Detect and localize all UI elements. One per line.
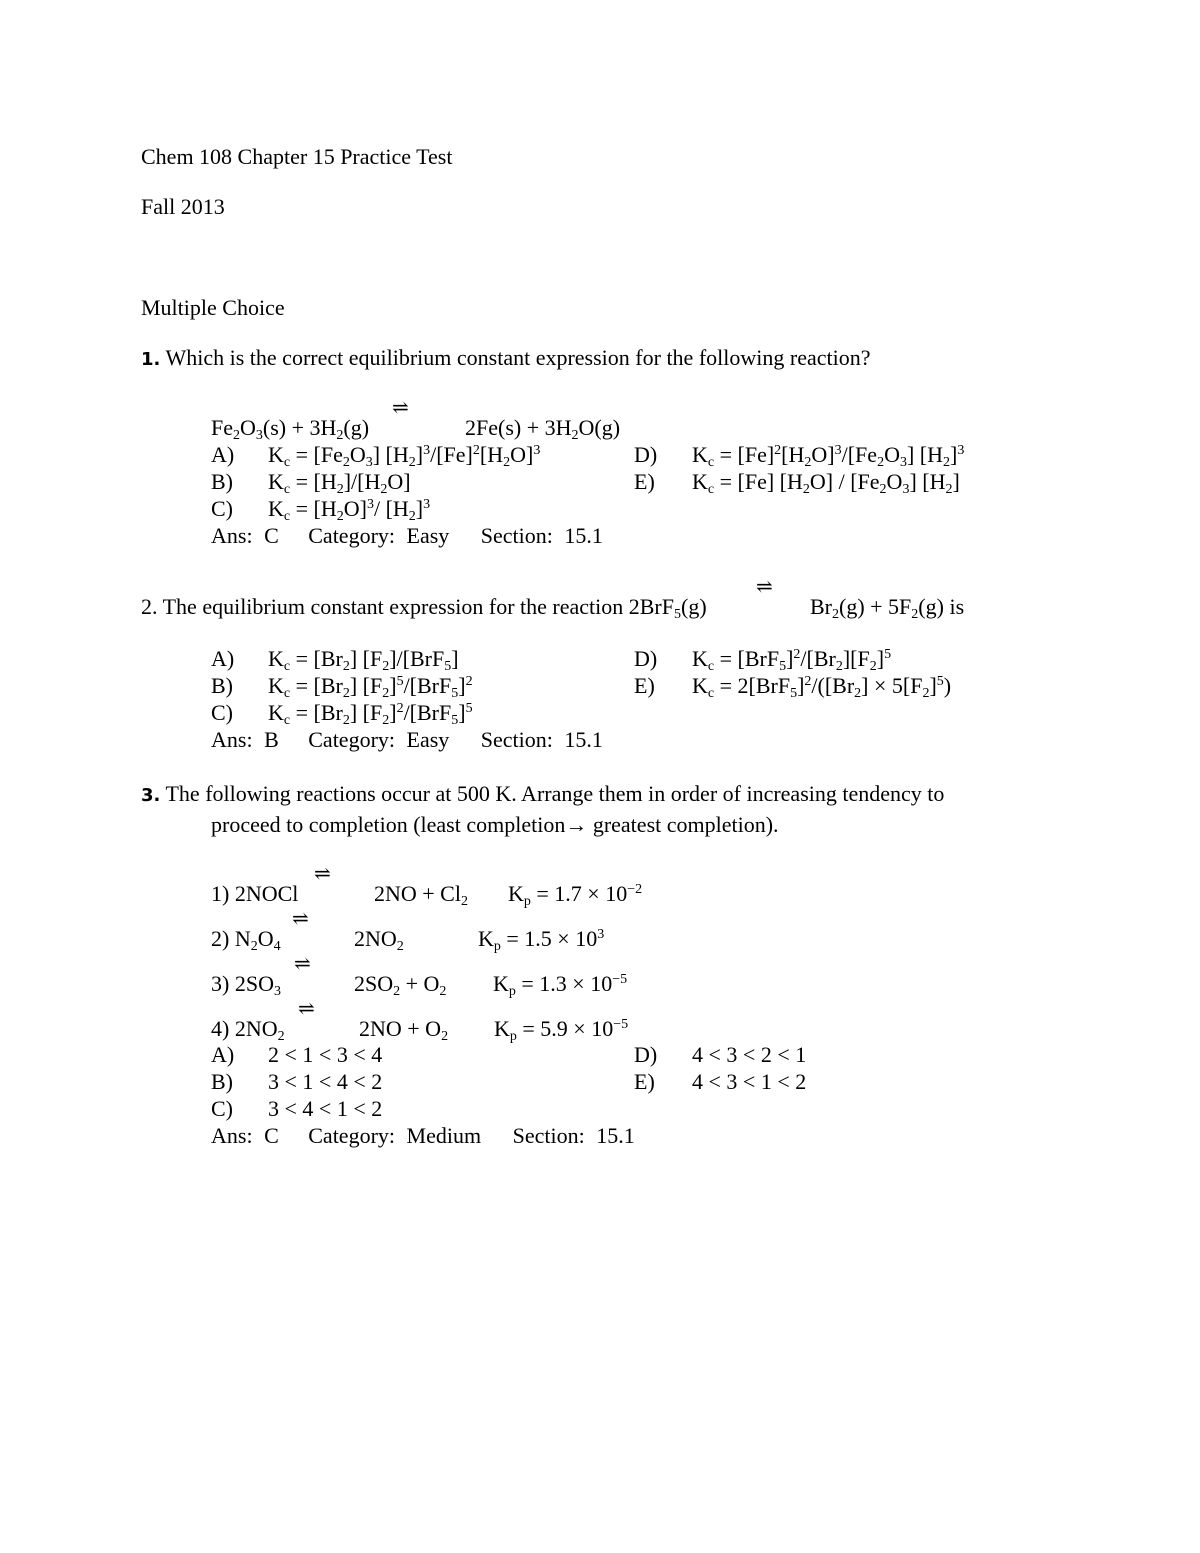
choice-c-text: 3 < 4 < 1 < 2 xyxy=(268,1096,383,1121)
equilibrium-arrow-icon: ⇌ xyxy=(292,908,307,930)
ans-value: B xyxy=(264,727,279,752)
category-label: Category: xyxy=(308,1123,396,1148)
reaction-1-kp: $K_p = 1.7 \times 10^{-2}$ xyxy=(508,881,643,909)
ans-value: C xyxy=(264,523,279,548)
category-label: Category: xyxy=(308,523,396,548)
section-value: 15.1 xyxy=(564,727,603,752)
question-number: 1. xyxy=(141,349,161,370)
question-text: The following reactions occur at 500 K. Arrange them in order of increasing tendency to xyxy=(165,781,945,806)
ans-label: Ans: xyxy=(211,523,253,548)
choice-b-text: $K_c = [Br_2]$ $[F_2]^5/[BrF_5]^2$ xyxy=(268,673,473,701)
answer-line xyxy=(211,726,603,753)
question-1-prompt xyxy=(141,344,870,373)
choice-a-text: $K_c = [Fe_2O_3]$ $[H_2]^3/[Fe]^2[H_2O]^3$ xyxy=(268,442,541,470)
choice-a-label: A) xyxy=(211,646,235,671)
term-label: Fall 2013 xyxy=(141,194,225,219)
choice-d-text: $K_c = [BrF_5]^2/[Br_2][F_2]^5$ xyxy=(692,646,892,674)
reaction-number: 3) xyxy=(211,971,230,996)
choice-b-label: B) xyxy=(211,1069,233,1094)
choice-d-label: D) xyxy=(634,442,658,467)
choice-c-text: $K_c = [Br_2]$ $[F_2]^2/[BrF_5]^5$ xyxy=(268,700,473,728)
section-label: Section: xyxy=(480,523,553,548)
question-3-prompt xyxy=(141,780,944,809)
choice-d-label: D) xyxy=(634,646,658,671)
ans-label: Ans: xyxy=(211,1123,253,1148)
choice-e-text: 4 < 3 < 1 < 2 xyxy=(692,1069,807,1094)
section-label: Section: xyxy=(480,727,553,752)
reaction-3: 3) $2SO_3$ xyxy=(211,971,281,999)
equilibrium-arrow-icon: ⇌ xyxy=(294,953,309,975)
choice-a-label: A) xyxy=(211,1042,235,1067)
ans-value: C xyxy=(264,1123,279,1148)
equilibrium-arrow-icon: ⇌ xyxy=(314,863,329,885)
category-label: Category: xyxy=(308,727,396,752)
reaction-2: 2) $N_2O_4$ xyxy=(211,926,281,954)
reaction-3-kp: $K_p = 1.3 \times 10^{-5}$ xyxy=(493,971,628,999)
reaction-4-kp: $K_p = 5.9 \times 10^{-5}$ xyxy=(494,1016,629,1044)
q1-reaction-reactants: $Fe_2O_3(s) + 3H_2(g)$ xyxy=(211,415,370,443)
choice-b-label: B) xyxy=(211,673,233,698)
choice-d-label: D) xyxy=(634,1042,658,1067)
reaction-4-products: $2NO + O_2$ xyxy=(359,1016,449,1044)
section-heading: Multiple Choice xyxy=(141,295,285,320)
page-title: Chem 108 Chapter 15 Practice Test xyxy=(141,144,453,169)
reaction-2-kp: $K_p = 1.5 \times 10^3$ xyxy=(478,926,605,954)
question-text: The equilibrium constant expression for the reaction xyxy=(162,594,624,619)
choice-a-text: 2 < 1 < 3 < 4 xyxy=(268,1042,383,1067)
q1-reaction-products: $2Fe(s) + 3H_2O(g)$ xyxy=(465,415,621,443)
choice-e-text: $K_c = 2[BrF_5]^2/([Br_2] \times 5[F_2]^5)$ xyxy=(692,673,952,701)
question-text-end: is xyxy=(949,594,965,619)
category-value: Medium xyxy=(406,1123,482,1148)
choice-c-text: $K_c = [H_2O]^3/$ $[H_2]^3$ xyxy=(268,496,431,524)
choice-e-label: E) xyxy=(634,1069,655,1094)
reaction-number: 1) xyxy=(211,881,230,906)
choice-e-label: E) xyxy=(634,673,655,698)
q2-products: $Br_2(g) + 5F_2(g)$ is xyxy=(810,594,965,622)
choice-d-text: $K_c = [Fe]^2[H_2O]^3/[Fe_2O_3]$ $[H_2]^3$ xyxy=(692,442,965,470)
reaction-4: 4) $2NO_2$ xyxy=(211,1016,285,1044)
choice-a-text: $K_c = [Br_2]$ $[F_2]/[BrF_5]$ xyxy=(268,646,459,674)
section-label: Section: xyxy=(512,1123,585,1148)
choice-c-label: C) xyxy=(211,1096,233,1121)
reaction-number: 4) xyxy=(211,1016,230,1041)
reaction-3-products: $2SO_2 + O_2$ xyxy=(354,971,447,999)
question-2-prompt xyxy=(141,593,707,620)
reaction-1-products: $2NO + Cl_2$ xyxy=(374,881,468,909)
reaction-2-products: $2NO_2$ xyxy=(354,926,404,954)
question-number: 3. xyxy=(141,785,161,806)
choice-c-label: C) xyxy=(211,496,233,521)
reaction-number: 2) xyxy=(211,926,230,951)
choice-e-text: $K_c = [Fe]$ $[H_2O] / [Fe_2O_3]$ $[H_2]$ xyxy=(692,469,960,497)
question-3-prompt-cont: proceed to completion (least completion→ greatest completion). xyxy=(211,812,779,837)
question-number: 2. xyxy=(141,594,158,619)
answer-line xyxy=(211,522,603,549)
equilibrium-arrow-icon: ⇌ xyxy=(756,576,771,598)
choice-c-label: C) xyxy=(211,700,233,725)
equilibrium-arrow-icon: ⇌ xyxy=(298,998,313,1020)
equilibrium-arrow-icon: ⇌ xyxy=(392,397,407,419)
q2-reactant: 2BrF$_5$(g) xyxy=(628,594,707,622)
choice-b-text: 3 < 1 < 4 < 2 xyxy=(268,1069,383,1094)
answer-line xyxy=(211,1122,635,1149)
category-value: Easy xyxy=(406,523,450,548)
category-value: Easy xyxy=(406,727,450,752)
section-value: 15.1 xyxy=(564,523,603,548)
section-value: 15.1 xyxy=(596,1123,635,1148)
choice-e-label: E) xyxy=(634,469,655,494)
choice-b-label: B) xyxy=(211,469,233,494)
choice-d-text: 4 < 3 < 2 < 1 xyxy=(692,1042,807,1067)
reaction-1: 1) 2NOCl xyxy=(211,881,299,906)
choice-b-text: $K_c = [H_2]/[H_2O]$ xyxy=(268,469,411,497)
question-text: Which is the correct equilibrium constant expression for the following reaction? xyxy=(165,345,871,370)
choice-a-label: A) xyxy=(211,442,235,467)
ans-label: Ans: xyxy=(211,727,253,752)
